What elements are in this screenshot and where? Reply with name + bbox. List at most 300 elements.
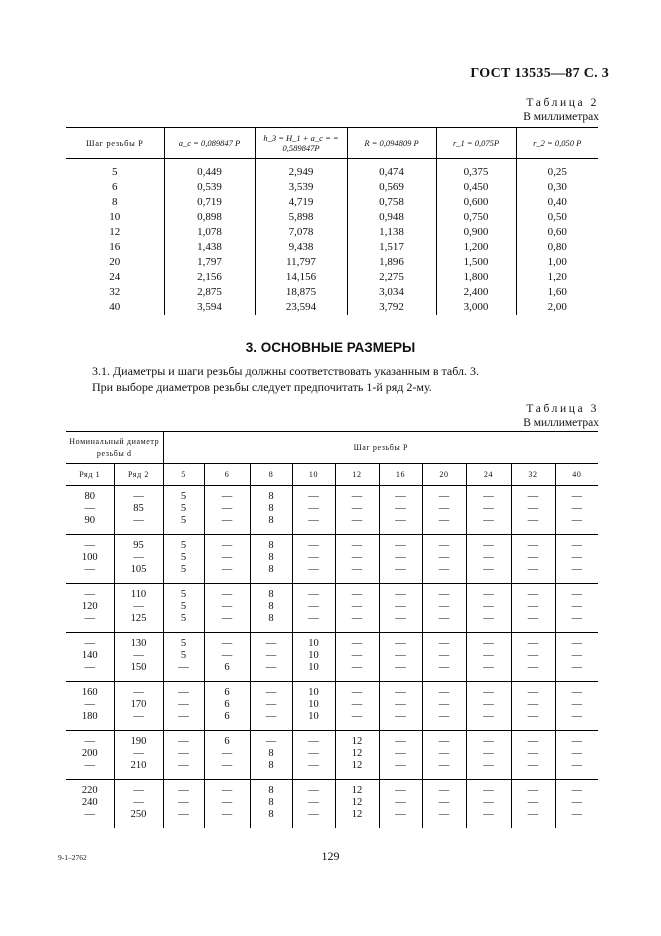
table-cell xyxy=(379,486,422,535)
cell-value: — xyxy=(527,711,539,722)
t3-subheader-row xyxy=(66,464,598,486)
cell-value: — xyxy=(438,601,450,612)
cell-value: — xyxy=(438,687,450,698)
t2-header-r2: r_2 = 0,050 P xyxy=(516,128,598,159)
table-cell xyxy=(250,780,292,829)
cell-value: — xyxy=(133,491,144,502)
table-cell xyxy=(292,584,335,633)
table-cell: 5 xyxy=(112,166,118,178)
cell-value: — xyxy=(133,687,144,698)
cell-value: 5 xyxy=(180,601,187,612)
cell-value: — xyxy=(438,540,450,551)
cell-value: — xyxy=(351,540,363,551)
cell-value: — xyxy=(395,760,406,771)
table-cell: 0,758 xyxy=(347,195,436,210)
cell-value: — xyxy=(178,797,189,808)
cell-value: — xyxy=(438,638,450,649)
cell-value: — xyxy=(483,736,494,747)
cell-value: — xyxy=(438,699,450,710)
table-cell: 1,896 xyxy=(347,255,436,270)
cell-value: — xyxy=(571,540,583,551)
cell-value: 10 xyxy=(308,638,319,649)
table-cell: 3,594 xyxy=(164,300,255,315)
cell-value: 5 xyxy=(180,650,187,661)
table-cell: 3,034 xyxy=(347,285,436,300)
table-cell: 2,275 xyxy=(347,270,436,285)
table-cell xyxy=(511,584,555,633)
cell-value: — xyxy=(571,748,583,759)
cell-value: — xyxy=(308,589,319,600)
cell-value: — xyxy=(221,650,233,661)
cell-value: 120 xyxy=(81,601,98,612)
cell-value: — xyxy=(438,552,450,563)
cell-value: — xyxy=(84,809,95,820)
cell-value: 10 xyxy=(308,650,319,661)
table-cell: 0,900 xyxy=(436,225,516,240)
cell-value: — xyxy=(178,760,189,771)
cell-value: — xyxy=(395,515,406,526)
cell-value: 5 xyxy=(180,540,187,551)
table-cell: 1,20 xyxy=(516,270,598,285)
table-row-group xyxy=(66,633,598,682)
table-cell xyxy=(555,682,598,731)
table-row xyxy=(66,165,598,180)
table-cell xyxy=(379,535,422,584)
cell-value: — xyxy=(221,552,233,563)
table-cell xyxy=(292,682,335,731)
table-cell xyxy=(114,584,163,633)
cell-value: — xyxy=(527,601,539,612)
table2-caption: Таблица 2 xyxy=(526,97,599,109)
cell-value: — xyxy=(527,760,539,771)
table-cell xyxy=(422,682,466,731)
table-cell xyxy=(250,633,292,682)
table-cell xyxy=(335,486,379,535)
column-header: 8 xyxy=(250,464,292,486)
cell-value: — xyxy=(395,809,406,820)
cell-value: — xyxy=(395,785,406,796)
cell-value: — xyxy=(84,503,95,514)
cell-value: — xyxy=(483,711,494,722)
table-cell: 0,600 xyxy=(436,195,516,210)
cell-value: — xyxy=(133,748,144,759)
cell-value: — xyxy=(571,662,583,673)
table-cell xyxy=(66,535,114,584)
cell-value: — xyxy=(527,748,539,759)
table-cell xyxy=(66,584,114,633)
t2-header-ac: a_c = 0,089847 P xyxy=(164,128,255,159)
cell-value: — xyxy=(84,638,95,649)
cell-value: — xyxy=(438,785,450,796)
cell-value: — xyxy=(527,662,539,673)
cell-value: — xyxy=(308,785,319,796)
table-cell xyxy=(66,633,114,682)
cell-value: — xyxy=(265,650,277,661)
cell-value: — xyxy=(395,589,406,600)
table-cell: 2,875 xyxy=(164,285,255,300)
table-cell xyxy=(204,633,250,682)
table-cell: 1,438 xyxy=(164,240,255,255)
page-number: 129 xyxy=(321,849,340,863)
cell-value: — xyxy=(483,785,494,796)
cell-value: — xyxy=(265,687,277,698)
cell-value: 200 xyxy=(81,748,98,759)
table-cell xyxy=(511,780,555,829)
cell-value: 90 xyxy=(84,515,95,526)
cell-value: — xyxy=(351,503,363,514)
cell-value: — xyxy=(438,736,450,747)
cell-value: — xyxy=(438,662,450,673)
cell-value: — xyxy=(395,503,406,514)
table-cell xyxy=(555,486,598,535)
column-header: 40 xyxy=(555,464,598,486)
table-cell: 0,450 xyxy=(436,180,516,195)
table-row-group xyxy=(66,584,598,633)
cell-value: — xyxy=(178,662,189,673)
cell-value: — xyxy=(178,748,189,759)
table-cell: 2,156 xyxy=(164,270,255,285)
cell-value: 105 xyxy=(130,564,147,575)
cell-value: 6 xyxy=(224,711,230,722)
cell-value: — xyxy=(571,711,583,722)
cell-value: — xyxy=(133,650,144,661)
cell-value: — xyxy=(571,515,583,526)
cell-value: — xyxy=(395,552,406,563)
table-cell: 2,949 xyxy=(255,165,347,180)
table-cell: 0,898 xyxy=(164,210,255,225)
cell-value: 10 xyxy=(308,687,319,698)
cell-value: — xyxy=(527,699,539,710)
cell-value: 10 xyxy=(308,711,319,722)
document-header: ГОСТ 13535—87 С. 3 xyxy=(470,66,609,81)
table-row-group xyxy=(66,535,598,584)
table-cell: 1,00 xyxy=(516,255,598,270)
cell-value: — xyxy=(571,736,583,747)
paragraph-preference: При выборе диаметров резьбы следует предпочитать 1-й ряд 2-му. xyxy=(92,380,432,394)
table-row xyxy=(66,225,598,240)
cell-value: — xyxy=(395,797,406,808)
t3-header-diameter: Номинальный диаметр резьбы d xyxy=(66,432,163,464)
table-cell xyxy=(292,633,335,682)
t3-header-pitch: Шаг резьбы P xyxy=(163,432,598,464)
table-cell: 1,500 xyxy=(436,255,516,270)
table-cell xyxy=(511,633,555,682)
table-cell xyxy=(250,682,292,731)
cell-value: — xyxy=(571,552,583,563)
table-cell xyxy=(66,731,114,780)
table-cell xyxy=(466,584,511,633)
table-row xyxy=(66,210,598,225)
table-cell xyxy=(379,633,422,682)
table-row xyxy=(66,180,598,195)
cell-value: — xyxy=(438,748,450,759)
table-cell xyxy=(204,486,250,535)
cell-value: — xyxy=(221,809,233,820)
cell-value: — xyxy=(483,564,494,575)
cell-value: — xyxy=(483,650,494,661)
cell-value: — xyxy=(483,809,494,820)
table-cell xyxy=(335,535,379,584)
cell-value: — xyxy=(571,589,583,600)
cell-value: 6 xyxy=(224,736,230,747)
cell-value: — xyxy=(571,699,583,710)
table-cell xyxy=(466,633,511,682)
table-cell: 3,792 xyxy=(347,300,436,315)
table-cell xyxy=(292,780,335,829)
table-cell: 0,719 xyxy=(164,195,255,210)
cell-value: 8 xyxy=(268,785,274,796)
table-cell xyxy=(466,731,511,780)
table-cell: 1,200 xyxy=(436,240,516,255)
table-cell xyxy=(379,731,422,780)
table-cell: 0,375 xyxy=(436,165,516,180)
column-header: 12 xyxy=(335,464,379,486)
cell-value: 8 xyxy=(268,491,274,502)
cell-value: — xyxy=(133,601,144,612)
section-title: 3. ОСНОВНЫЕ РАЗМЕРЫ xyxy=(245,340,416,355)
column-header: 20 xyxy=(422,464,466,486)
cell-value: 5 xyxy=(180,613,187,624)
cell-value: — xyxy=(133,785,144,796)
cell-value: — xyxy=(84,699,95,710)
table-cell xyxy=(292,731,335,780)
table-cell xyxy=(555,731,598,780)
table-cell: 0,80 xyxy=(516,240,598,255)
cell-value: 130 xyxy=(130,638,147,649)
cell-value: — xyxy=(308,736,319,747)
table-cell: 20 xyxy=(109,256,121,268)
cell-value: — xyxy=(221,613,233,624)
cell-value: 5 xyxy=(180,515,187,526)
cell-value: 5 xyxy=(180,638,187,649)
table-row-group xyxy=(66,682,598,731)
table-cell: 2,00 xyxy=(516,300,598,315)
cell-value: — xyxy=(395,736,406,747)
cell-value: — xyxy=(571,809,583,820)
cell-value: — xyxy=(308,503,319,514)
cell-value: — xyxy=(571,638,583,649)
cell-value: — xyxy=(438,760,450,771)
table-cell xyxy=(555,584,598,633)
cell-value: — xyxy=(527,650,539,661)
table-cell xyxy=(163,633,204,682)
cell-value: — xyxy=(395,601,406,612)
cell-value: — xyxy=(527,540,539,551)
cell-value: — xyxy=(527,736,539,747)
table2 xyxy=(66,127,598,315)
column-header: 10 xyxy=(292,464,335,486)
cell-value: — xyxy=(265,736,277,747)
cell-value: — xyxy=(483,760,494,771)
table-cell xyxy=(335,731,379,780)
table-row-group xyxy=(66,486,598,535)
cell-value: — xyxy=(438,589,450,600)
cell-value: — xyxy=(221,589,233,600)
cell-value: 170 xyxy=(130,699,147,710)
table-cell xyxy=(466,780,511,829)
cell-value: — xyxy=(133,711,144,722)
cell-value: 8 xyxy=(268,564,274,575)
cell-value: 8 xyxy=(268,760,274,771)
cell-value: — xyxy=(571,785,583,796)
cell-value: — xyxy=(483,601,494,612)
cell-value: — xyxy=(221,515,233,526)
table-cell: 11,797 xyxy=(255,255,347,270)
table3 xyxy=(66,431,598,828)
cell-value: — xyxy=(351,552,363,563)
table-cell xyxy=(114,682,163,731)
column-header: Ряд 1 xyxy=(66,464,114,486)
cell-value: — xyxy=(571,797,583,808)
table-cell: 18,875 xyxy=(255,285,347,300)
cell-value: 220 xyxy=(81,785,98,796)
cell-value: — xyxy=(395,748,406,759)
cell-value: — xyxy=(84,662,95,673)
cell-value: 12 xyxy=(351,760,363,771)
cell-value: — xyxy=(351,601,363,612)
table2-body xyxy=(66,159,598,316)
cell-value: — xyxy=(438,503,450,514)
cell-value: — xyxy=(571,564,583,575)
cell-value: — xyxy=(438,650,450,661)
cell-value: — xyxy=(221,748,233,759)
table-cell: 0,948 xyxy=(347,210,436,225)
cell-value: — xyxy=(84,760,95,771)
cell-value: — xyxy=(308,748,319,759)
table-cell: 1,517 xyxy=(347,240,436,255)
cell-value: — xyxy=(483,503,494,514)
cell-value: — xyxy=(178,699,189,710)
cell-value: — xyxy=(483,699,494,710)
cell-value: 5 xyxy=(180,503,187,514)
cell-value: — xyxy=(438,809,450,820)
table-cell: 0,40 xyxy=(516,195,598,210)
cell-value: — xyxy=(308,564,319,575)
cell-value: — xyxy=(527,564,539,575)
cell-value: — xyxy=(483,662,494,673)
cell-value: — xyxy=(221,540,233,551)
table-cell: 0,539 xyxy=(164,180,255,195)
cell-value: 95 xyxy=(133,540,144,551)
cell-value: — xyxy=(483,797,494,808)
cell-value: 8 xyxy=(268,809,274,820)
table-cell xyxy=(250,535,292,584)
cell-value: — xyxy=(308,760,319,771)
table-cell: 1,60 xyxy=(516,285,598,300)
cell-value: — xyxy=(351,564,363,575)
cell-value: 210 xyxy=(130,760,147,771)
cell-value: — xyxy=(84,540,95,551)
cell-value: — xyxy=(483,552,494,563)
cell-value: — xyxy=(527,797,539,808)
column-header: 6 xyxy=(204,464,250,486)
cell-value: 8 xyxy=(268,797,274,808)
cell-value: 125 xyxy=(130,613,147,624)
cell-value: — xyxy=(438,515,450,526)
cell-value: — xyxy=(351,662,363,673)
cell-value: — xyxy=(527,785,539,796)
cell-value: — xyxy=(84,564,95,575)
cell-value: — xyxy=(483,613,494,624)
cell-value: — xyxy=(571,613,583,624)
cell-value: — xyxy=(395,650,406,661)
cell-value: — xyxy=(308,491,319,502)
cell-value: 8 xyxy=(268,589,274,600)
cell-value: — xyxy=(308,552,319,563)
table-cell: 32 xyxy=(109,286,121,298)
table-cell xyxy=(511,486,555,535)
cell-value: — xyxy=(221,601,233,612)
table-cell: 9,438 xyxy=(255,240,347,255)
table-cell xyxy=(163,780,204,829)
cell-value: — xyxy=(351,650,363,661)
table-cell xyxy=(511,731,555,780)
table-cell xyxy=(555,633,598,682)
cell-value: — xyxy=(483,540,494,551)
t2-header-r: R = 0,094809 P xyxy=(347,128,436,159)
table-cell: 3,000 xyxy=(436,300,516,315)
table-cell: 0,60 xyxy=(516,225,598,240)
cell-value: — xyxy=(571,503,583,514)
cell-value: — xyxy=(265,699,277,710)
table-cell xyxy=(422,535,466,584)
column-header: 32 xyxy=(511,464,555,486)
table-cell xyxy=(114,486,163,535)
table-cell xyxy=(555,780,598,829)
cell-value: — xyxy=(527,552,539,563)
cell-value: 12 xyxy=(351,736,363,747)
cell-value: — xyxy=(178,809,189,820)
cell-value: — xyxy=(527,491,539,502)
cell-value: — xyxy=(527,809,539,820)
table-cell: 1,138 xyxy=(347,225,436,240)
table-cell xyxy=(163,486,204,535)
column-header: 24 xyxy=(466,464,511,486)
table-cell xyxy=(66,780,114,829)
cell-value: 8 xyxy=(268,601,274,612)
table-cell: 8 xyxy=(112,196,118,208)
cell-value: 8 xyxy=(268,748,274,759)
column-header: Ряд 2 xyxy=(114,464,163,486)
table-cell: 0,25 xyxy=(516,165,598,180)
table-cell: 1,800 xyxy=(436,270,516,285)
cell-value: — xyxy=(308,797,319,808)
table-cell xyxy=(204,535,250,584)
table-row-group xyxy=(66,731,598,780)
table-cell xyxy=(511,682,555,731)
cell-value: — xyxy=(438,491,450,502)
t2-header-r1: r_1 = 0,075P xyxy=(436,128,516,159)
table-cell: 5,898 xyxy=(255,210,347,225)
table-row-group xyxy=(66,780,598,829)
cell-value: 12 xyxy=(351,748,363,759)
table-cell xyxy=(204,584,250,633)
cell-value: — xyxy=(395,687,406,698)
cell-value: 8 xyxy=(268,503,274,514)
cell-value: — xyxy=(571,650,583,661)
cell-value: — xyxy=(221,638,233,649)
cell-value: 5 xyxy=(180,491,187,502)
cell-value: — xyxy=(84,613,95,624)
cell-value: — xyxy=(395,638,406,649)
table-cell: 23,594 xyxy=(255,300,347,315)
cell-value: — xyxy=(483,638,494,649)
table-cell: 14,156 xyxy=(255,270,347,285)
table-row xyxy=(66,300,598,315)
table-cell: 12 xyxy=(109,226,121,238)
cell-value: — xyxy=(527,515,539,526)
t2-header-h3: h_3 = H_1 + a_c = = 0,589847P xyxy=(255,128,347,159)
